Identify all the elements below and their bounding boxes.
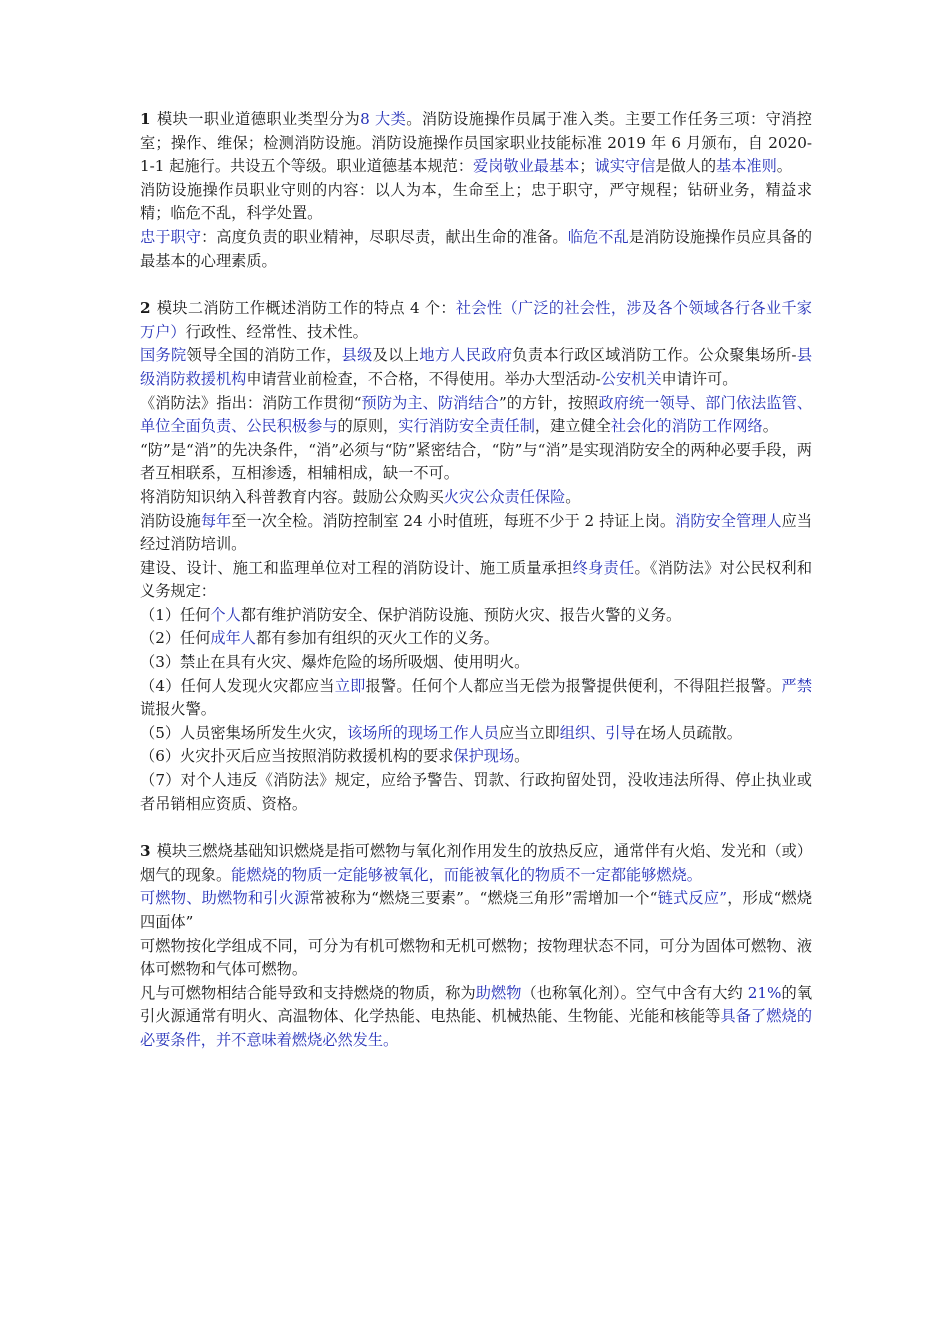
highlight-text: 组织、引导 [559, 723, 636, 742]
list-item [140, 745, 812, 769]
highlight-text: 政府统一领导、部门依法监管、单位全面负责、公民积极参与 [140, 393, 813, 436]
text-run: 消防设施 [140, 511, 201, 530]
paragraph [140, 510, 812, 557]
text-run: 都有参加有组织的灭火工作的义务。 [255, 629, 499, 648]
text-run: 。 [565, 487, 581, 506]
text-run: 模块二消防工作概述消防工作的特点 4 个： [156, 299, 456, 318]
text-run: 领导全国的消防工作， [186, 346, 342, 365]
text-run: （7）对个人违反《消防法》规定，应给予警告、罚款、行政拘留处罚，没收违法所得、停止执业或者吊销相应资质、资格。 [140, 771, 812, 813]
paragraph [140, 297, 812, 344]
highlight-text: 社会性（广泛的社会性，涉及各个领域各行各业千家万户） [140, 299, 812, 341]
highlight-text: 8 大类 [360, 110, 407, 128]
section-2 [140, 297, 812, 816]
highlight-text: 预防为主、防消结合 [361, 393, 499, 412]
text-run: 。 [762, 417, 778, 436]
text-run: 是做人的 [655, 157, 717, 176]
highlight-text: 基本准则 [716, 157, 777, 176]
list-item [140, 675, 812, 722]
text-run: 申请许可。 [661, 369, 738, 388]
text-run: 消防设施操作员职业守则的内容：以人为本，生命至上；忠于职守，严守规程；钻研业务，精益求精；临危不乱，科学处置。 [140, 180, 812, 223]
text-run: 凡与可燃物相结合能导致和支持燃烧的物质，称为 [140, 983, 476, 1002]
highlight-text: 助燃物 [475, 983, 522, 1002]
text-run: 报警。任何个人都应当无偿为报警提供便利，不得阻拦报警。 [365, 676, 782, 695]
paragraph [140, 982, 812, 1053]
text-run: （5）人员密集场所发生火灾， [140, 723, 348, 742]
list-item [140, 604, 812, 628]
text-run: 是消防设施操作员应具备的最基本的心理素质。 [140, 227, 813, 270]
text-run: ：高度负责的职业精神，尽职尽责，献出生命的准备。 [201, 227, 568, 246]
highlight-text: 县级 [341, 346, 373, 365]
text-run: （1）任何 [140, 605, 211, 624]
section-number: 1 [140, 110, 151, 128]
text-run: 《消防法》指出：消防工作贯彻“ [140, 393, 362, 412]
highlight-text: 忠于职守 [140, 227, 202, 246]
text-run: ，建立健全 [534, 417, 611, 436]
highlight-text: 实行消防安全责任制 [398, 417, 535, 436]
text-run: 至一次全检。消防控制室 24 小时值班，每班不少于 2 持证上岗。 [231, 511, 676, 530]
text-run: （3）禁止在具有火灾、爆炸危险的场所吸烟、使用明火。 [140, 653, 530, 672]
text-run: 负责本行政区域消防工作。公众聚集场所- [512, 346, 797, 365]
text-run: 及以上 [372, 346, 420, 365]
highlight-text: 立即 [334, 676, 366, 695]
paragraph [140, 344, 812, 391]
list-item [140, 627, 812, 651]
paragraph [140, 557, 812, 604]
paragraph [140, 108, 812, 179]
paragraph [140, 887, 812, 934]
text-run: 行政性、经常性、技术性。 [185, 322, 368, 341]
highlight-text: 成年人 [210, 629, 256, 648]
text-run: “防”是“消”的先决条件，“消”必须与“防”紧密结合，“防”与“消”是实现消防安全的两种必要手段，两者互相联系，互相渗透，相辅相成，缺一不可。 [140, 440, 812, 483]
paragraph [140, 486, 812, 510]
highlight-text: 公安机关 [600, 369, 662, 388]
section-1 [140, 108, 812, 273]
text-run: 谎报火警。 [140, 700, 216, 719]
highlight-text: 该场所的现场工作人员 [347, 723, 499, 742]
highlight-text: 保护现场 [453, 747, 515, 766]
list-item [140, 769, 812, 816]
text-run: 可燃物按化学组成不同，可分为有机可燃物和无机可燃物；按物理状态不同，可分为固体可燃物、液体可燃物和气体可燃物。 [140, 936, 812, 979]
highlight-text: 终身责任 [572, 558, 635, 577]
document-page [140, 108, 812, 1077]
highlight-text: 社会化的消防工作网络 [610, 417, 763, 436]
highlight-text: 每年 [200, 511, 232, 530]
text-run: 应当立即 [498, 723, 560, 742]
highlight-text: 临危不乱 [567, 227, 629, 246]
highlight-text: 地方人民政府 [419, 346, 513, 365]
highlight-text: 国务院 [140, 346, 187, 365]
paragraph [140, 840, 812, 887]
text-run: 的氧引火源通常有明火、高温物体、化学热能、电热能、机械热能、生物能、光能和核能等 [140, 983, 813, 1026]
highlight-text: 具备了燃烧的必要条件，并不意味着燃烧必然发生。 [140, 1007, 813, 1049]
text-run: （4）任何人发现火灾都应当 [140, 676, 335, 695]
list-item [140, 651, 812, 675]
highlight-text: 爱岗敬业最基本 [473, 157, 580, 176]
highlight-text: 消防安全管理人 [675, 511, 782, 530]
highlight-text: 火灾公众责任保险 [443, 487, 566, 506]
highlight-text: 县级消防救援机构 [140, 346, 813, 388]
highlight-text: 个人 [210, 605, 241, 624]
text-run: 模块一职业道德职业类型分为 [156, 110, 361, 128]
highlight-text: 能燃烧的物质一定能够被氧化，而能被氧化的物质不一定都能够燃烧。 [231, 865, 702, 884]
text-run: 建设、设计、施工和监理单位对工程的消防设计、施工质量承担 [140, 558, 573, 577]
text-run: ； [579, 157, 595, 176]
text-run: 的原则， [337, 417, 399, 436]
text-run: ”的方针，按照 [498, 393, 599, 412]
list-item [140, 722, 812, 746]
highlight-text: 21% [747, 983, 782, 1002]
text-run: 申请营业前检查，不合格，不得使用。举办大型活动- [246, 369, 601, 388]
highlight-text: 严禁 [781, 676, 813, 695]
paragraph [140, 439, 812, 486]
text-run: （也称氧化剂）。空气中含有大约 [521, 983, 748, 1002]
text-run: 都有维护消防安全、保护消防设施、预防火灾、报告火警的义务。 [240, 605, 682, 624]
text-run: 在场人员疏散。 [635, 723, 742, 742]
paragraph [140, 935, 812, 982]
text-run: 。 [776, 157, 792, 176]
text-run: （6）火灾扑灭后应当按照消防救援机构的要求 [140, 747, 454, 766]
text-run: 。 [514, 747, 530, 766]
text-run: 。消防设施操作员属于准入类。主要工作任务三项：守消控室；操作、维保；检测消防设施。消防设施操作员国家职业技能标准 2019 年 6 月颁布，自 2020-1-1 起施行。共设五个等级。职业道德基本规范： [140, 110, 812, 176]
text-run: 。《消防法》对公民权利和义务规定： [140, 558, 813, 601]
section-number: 3 [140, 842, 151, 861]
paragraph [140, 179, 812, 226]
text-run: 模块三燃烧基础知识燃烧是指可燃物与氧化剂作用发生的放热反应，通常伴有火焰、发光和（或）烟气的现象。 [140, 842, 812, 884]
highlight-text: 可燃物、助燃物和引火源 [140, 889, 310, 908]
text-run: ，形成“燃烧四面体” [140, 889, 813, 931]
highlight-text: 诚实守信 [594, 157, 656, 176]
highlight-text: 链式反应” [657, 889, 727, 908]
text-run: 常被称为“燃烧三要素”。“燃烧三角形”需增加一个“ [309, 889, 658, 908]
text-run: 应当经过消防培训。 [140, 511, 813, 554]
paragraph [140, 392, 812, 439]
text-run: （2）任何 [140, 629, 211, 648]
paragraph [140, 226, 812, 273]
text-run: 将消防知识纳入科普教育内容。鼓励公众购买 [140, 487, 444, 506]
section-3 [140, 840, 812, 1052]
section-number: 2 [140, 299, 151, 318]
